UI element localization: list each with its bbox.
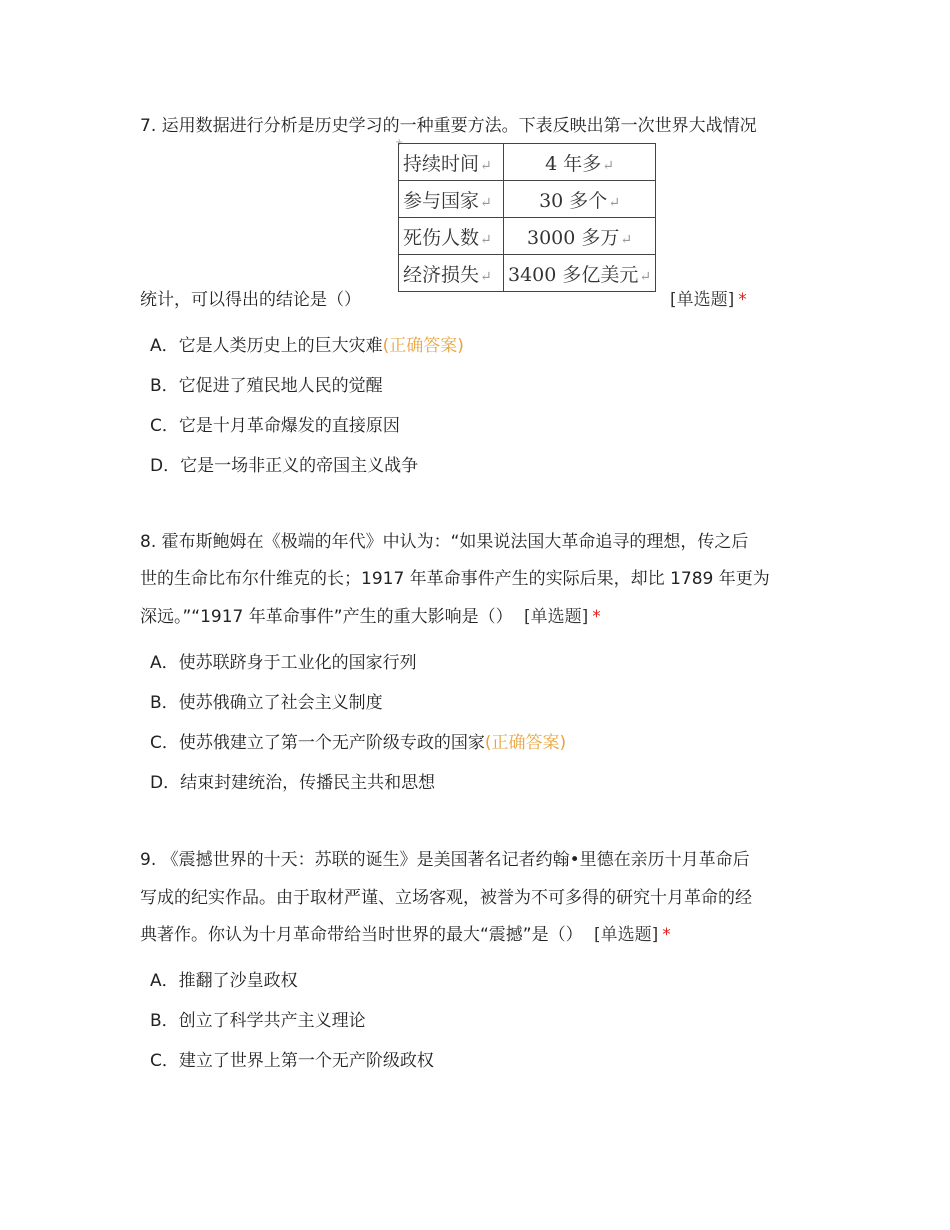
option-c[interactable]: C．使苏俄建立了第一个无产阶级专政的国家(正确答案)	[150, 733, 567, 753]
correct-answer-mark: (正确答案)	[382, 336, 464, 356]
table-row	[399, 255, 656, 292]
required-star: *	[662, 925, 671, 945]
question-8-text-line-1: 8. 霍布斯鲍姆在《极端的年代》中认为：“如果说法国大革命追寻的理想，传之后	[140, 532, 749, 552]
required-star: *	[592, 607, 601, 627]
table-row	[399, 181, 656, 218]
option-d[interactable]: D．它是一场非正义的帝国主义战争	[150, 456, 419, 476]
option-a[interactable]: A．它是人类历史上的巨大灾难(正确答案)	[150, 336, 464, 356]
option-b[interactable]: B．使苏俄确立了社会主义制度	[150, 693, 383, 713]
question-9-text-line-3: 典著作。你认为十月革命带给当时世界的最大“震撼”是（） [单选题] *	[140, 925, 671, 945]
question-7-type-tag	[670, 289, 747, 311]
table-row	[399, 144, 656, 181]
table-cell-value: 4 年多↵	[504, 144, 656, 181]
question-8-text-line-3: 深远。”“1917 年革命事件”产生的重大影响是（） [单选题] *	[140, 607, 601, 627]
required-star: *	[738, 290, 747, 310]
question-type-label: [单选题]	[670, 290, 735, 310]
option-a[interactable]: A．使苏联跻身于工业化的国家行列	[150, 653, 417, 673]
question-type-label: [单选题]	[524, 607, 589, 627]
table-cell-label: 经济损失↵	[399, 255, 504, 292]
table-cell-value: 3400 多亿美元↵	[504, 255, 656, 292]
option-a[interactable]: A．推翻了沙皇政权	[150, 971, 298, 991]
question-7-text-line-2: 统计，可以得出的结论是（）	[140, 290, 361, 310]
table-row	[399, 218, 656, 255]
question-type-label: [单选题]	[594, 925, 659, 945]
question-8-text-line-2: 世的生命比布尔什维克的长；1917 年革命事件产生的实际后果，却比 1789 年更为	[140, 569, 770, 589]
table-cell-value: 30 多个↵	[504, 181, 656, 218]
option-b[interactable]: B．它促进了殖民地人民的觉醒	[150, 376, 383, 396]
table-cell-value: 3000 多万↵	[504, 218, 656, 255]
table-cell-label: 参与国家↵	[399, 181, 504, 218]
table-cell-label: 持续时间↵	[399, 144, 504, 181]
question-7-data-table	[398, 143, 656, 292]
option-d[interactable]: D．结束封建统治，传播民主共和思想	[150, 773, 436, 793]
question-9-text-line-1: 9. 《震撼世界的十天：苏联的诞生》是美国著名记者约翰•里德在亲历十月革命后	[140, 850, 750, 870]
table-cell-label: 死伤人数↵	[399, 218, 504, 255]
option-c[interactable]: C．建立了世界上第一个无产阶级政权	[150, 1051, 434, 1071]
table-anchor-mark: +	[395, 137, 404, 148]
question-9-text-line-2: 写成的纪实作品。由于取材严谨、立场客观，被誉为不可多得的研究十月革命的经	[140, 888, 752, 908]
correct-answer-mark: (正确答案)	[484, 733, 567, 753]
option-b[interactable]: B．创立了科学共产主义理论	[150, 1011, 366, 1031]
question-7-text-line-1: 7. 运用数据进行分析是历史学习的一种重要方法。下表反映出第一次世界大战情况	[140, 116, 757, 136]
option-c[interactable]: C．它是十月革命爆发的直接原因	[150, 416, 400, 436]
